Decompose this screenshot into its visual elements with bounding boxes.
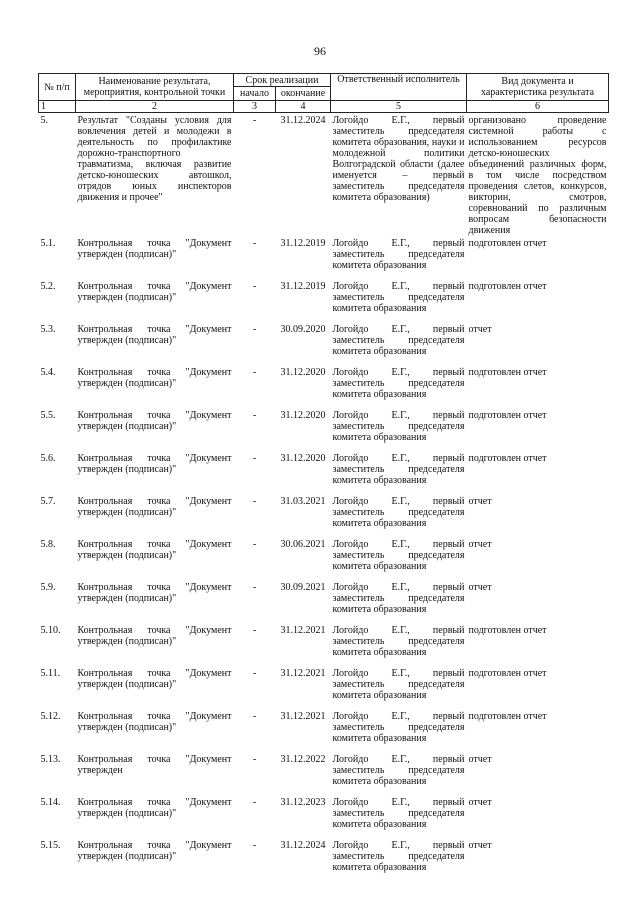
row-number: 5.13. bbox=[40, 754, 61, 765]
row-result: отчет bbox=[468, 754, 492, 765]
row-responsible: Логойдо Е.Г., первый заместитель председателя комитета образования bbox=[332, 367, 465, 400]
row-number: 5.15. bbox=[40, 840, 61, 851]
table-row bbox=[39, 838, 609, 878]
row-end: 31.12.2019 bbox=[280, 238, 326, 249]
row-number: 5. bbox=[40, 115, 48, 126]
row-name: Контрольная точка "Документ утвержден (подписан)" bbox=[77, 711, 232, 733]
row-responsible: Логойдо Е.Г., первый заместитель председателя комитета образования bbox=[332, 668, 465, 701]
row-result: подготовлен отчет bbox=[468, 625, 547, 636]
table-row bbox=[39, 580, 609, 623]
row-name: Контрольная точка "Документ утвержден (подписан)" bbox=[77, 797, 232, 819]
row-responsible: Логойдо Е.Г., первый заместитель председателя комитета образования bbox=[332, 711, 465, 744]
row-number: 5.10. bbox=[40, 625, 61, 636]
row-responsible: Логойдо Е.Г., первый заместитель председателя комитета образования bbox=[332, 582, 465, 615]
row-end: 31.12.2024 bbox=[280, 115, 326, 126]
row-name: Контрольная точка "Документ утвержден (подписан)" bbox=[77, 238, 232, 260]
row-start: - bbox=[252, 367, 257, 378]
row-name: Контрольная точка "Документ утвержден (подписан)" bbox=[77, 582, 232, 604]
column-number: 1 bbox=[39, 101, 76, 113]
row-responsible: Логойдо Е.Г., первый заместитель председателя комитета образования bbox=[332, 238, 465, 271]
row-number: 5.5. bbox=[40, 410, 56, 421]
table-row bbox=[39, 795, 609, 838]
row-responsible: Логойдо Е.Г., первый заместитель председателя комитета образования bbox=[332, 625, 465, 658]
header-start: начало bbox=[234, 87, 276, 101]
row-name: Результат "Созданы условия для вовлечения детей и молодежи в деятельность по профилактике дорожно-транспортного травматизма, включая развитие детско-юношеских автошкол, отрядов юных инспекторов движения и прочее" bbox=[77, 115, 232, 203]
table-row bbox=[39, 236, 609, 279]
row-name: Контрольная точка "Документ утвержден (подписан)" bbox=[77, 625, 232, 647]
row-name: Контрольная точка "Документ утвержден (подписан)" bbox=[77, 281, 232, 303]
row-result: отчет bbox=[468, 840, 492, 851]
row-start: - bbox=[252, 496, 257, 507]
column-number: 5 bbox=[331, 101, 467, 113]
row-number: 5.4. bbox=[40, 367, 56, 378]
row-name: Контрольная точка "Документ утвержден (подписан)" bbox=[77, 668, 232, 690]
row-end: 31.12.2019 bbox=[280, 281, 326, 292]
table-row bbox=[39, 322, 609, 365]
table-row bbox=[39, 408, 609, 451]
row-name: Контрольная точка "Документ утвержден (подписан)" bbox=[77, 453, 232, 475]
table-row bbox=[39, 113, 609, 237]
row-responsible: Логойдо Е.Г., первый заместитель председателя комитета образования bbox=[332, 840, 465, 873]
table-row bbox=[39, 279, 609, 322]
row-end: 30.09.2021 bbox=[280, 582, 326, 593]
row-start: - bbox=[252, 711, 257, 722]
row-responsible: Логойдо Е.Г., первый заместитель председателя комитета образования bbox=[332, 281, 465, 314]
row-name: Контрольная точка "Документ утвержден (подписан)" bbox=[77, 410, 232, 432]
row-end: 31.12.2020 bbox=[280, 410, 326, 421]
header-result: Вид документа и характеристика результата bbox=[467, 74, 609, 101]
header-name: Наименование результата, мероприятия, контрольной точки bbox=[76, 74, 234, 101]
row-start: - bbox=[252, 668, 257, 679]
row-end: 31.12.2023 bbox=[280, 797, 326, 808]
row-start: - bbox=[252, 238, 257, 249]
row-number: 5.1. bbox=[40, 238, 56, 249]
row-end: 31.03.2021 bbox=[280, 496, 326, 507]
row-number: 5.3. bbox=[40, 324, 56, 335]
page-number: 96 bbox=[314, 44, 326, 58]
table-row bbox=[39, 537, 609, 580]
row-end: 31.12.2021 bbox=[280, 668, 326, 679]
row-end: 31.12.2021 bbox=[280, 711, 326, 722]
row-end: 31.12.2022 bbox=[280, 754, 326, 765]
row-result: подготовлен отчет bbox=[468, 281, 547, 292]
row-name: Контрольная точка "Документ утвержден (подписан)" bbox=[77, 539, 232, 561]
row-start: - bbox=[252, 324, 257, 335]
row-responsible: Логойдо Е.Г., первый заместитель председателя комитета образования bbox=[332, 453, 465, 486]
row-result: отчет bbox=[468, 496, 492, 507]
table-row bbox=[39, 451, 609, 494]
row-number: 5.7. bbox=[40, 496, 56, 507]
table-row bbox=[39, 623, 609, 666]
table-body bbox=[39, 113, 609, 879]
table-row bbox=[39, 666, 609, 709]
row-responsible: Логойдо Е.Г., первый заместитель председателя комитета образования bbox=[332, 539, 465, 572]
row-number: 5.12. bbox=[40, 711, 61, 722]
table-row bbox=[39, 494, 609, 537]
row-number: 5.14. bbox=[40, 797, 61, 808]
row-result: организовано проведение системной работы с использованием ресурсов детско-юношеских объединений различных форм, в том числе посредством проведения слетов, конкурсов, викторин, смотров, соревнований по различным вопросам безопасности движения bbox=[468, 115, 607, 236]
row-start: - bbox=[252, 281, 257, 292]
row-responsible: Логойдо Е.Г., первый заместитель председателя комитета образования bbox=[332, 496, 465, 529]
row-start: - bbox=[252, 754, 257, 765]
row-responsible: Логойдо Е.Г., первый заместитель председателя комитета образования bbox=[332, 324, 465, 357]
row-end: 30.09.2020 bbox=[280, 324, 326, 335]
table-header bbox=[39, 74, 609, 113]
row-name: Контрольная точка "Документ утвержден (подписан)" bbox=[77, 496, 232, 518]
row-name: Контрольная точка "Документ утвержден (подписан)" bbox=[77, 324, 232, 346]
column-number: 3 bbox=[234, 101, 276, 113]
header-responsible: Ответственный исполнитель bbox=[331, 74, 467, 101]
table-row bbox=[39, 365, 609, 408]
row-name: Контрольная точка "Документ утвержден (подписан)" bbox=[77, 367, 232, 389]
header-end: окончание bbox=[276, 87, 331, 101]
row-number: 5.2. bbox=[40, 281, 56, 292]
row-name: Контрольная точка "Документ утвержден (подписан)" bbox=[77, 840, 232, 862]
row-responsible: Логойдо Е.Г., первый заместитель председателя комитета образования bbox=[332, 754, 465, 787]
row-result: подготовлен отчет bbox=[468, 668, 547, 679]
row-number: 5.9. bbox=[40, 582, 56, 593]
row-responsible: Логойдо Е.Г., первый заместитель председателя комитета образования bbox=[332, 410, 465, 443]
table-row bbox=[39, 752, 609, 795]
row-start: - bbox=[252, 625, 257, 636]
row-result: отчет bbox=[468, 582, 492, 593]
header-num: № п/п bbox=[39, 74, 76, 101]
column-number: 2 bbox=[76, 101, 234, 113]
row-start: - bbox=[252, 539, 257, 550]
row-result: подготовлен отчет bbox=[468, 711, 547, 722]
row-number: 5.6. bbox=[40, 453, 56, 464]
row-responsible: Логойдо Е.Г., первый заместитель председателя комитета образования bbox=[332, 797, 465, 830]
header-period: Срок реализации bbox=[234, 74, 331, 87]
column-number: 4 bbox=[276, 101, 331, 113]
row-result: отчет bbox=[468, 324, 492, 335]
row-number: 5.11. bbox=[40, 668, 61, 679]
row-result: отчет bbox=[468, 797, 492, 808]
row-start: - bbox=[252, 453, 257, 464]
column-number: 6 bbox=[467, 101, 609, 113]
row-end: 30.06.2021 bbox=[280, 539, 326, 550]
row-end: 31.12.2020 bbox=[280, 453, 326, 464]
column-number-row bbox=[39, 101, 609, 113]
row-result: подготовлен отчет bbox=[468, 410, 547, 421]
row-start: - bbox=[252, 115, 257, 126]
row-start: - bbox=[252, 410, 257, 421]
row-result: отчет bbox=[468, 539, 492, 550]
table-row bbox=[39, 709, 609, 752]
row-result: подготовлен отчет bbox=[468, 453, 547, 464]
row-result: подготовлен отчет bbox=[468, 238, 547, 249]
row-end: 31.12.2021 bbox=[280, 625, 326, 636]
row-end: 31.12.2020 bbox=[280, 367, 326, 378]
plan-table bbox=[38, 73, 609, 878]
row-start: - bbox=[252, 582, 257, 593]
row-result: подготовлен отчет bbox=[468, 367, 547, 378]
row-end: 31.12.2024 bbox=[280, 840, 326, 851]
row-responsible: Логойдо Е.Г., первый заместитель председателя комитета образования, науки и молодежной политики Волгоградской области (далее именуется – первый заместитель председателя комитета образования) bbox=[332, 115, 465, 203]
row-start: - bbox=[252, 840, 257, 851]
row-start: - bbox=[252, 797, 257, 808]
row-number: 5.8. bbox=[40, 539, 56, 550]
row-name: Контрольная точка "Документ утвержден bbox=[77, 754, 232, 776]
